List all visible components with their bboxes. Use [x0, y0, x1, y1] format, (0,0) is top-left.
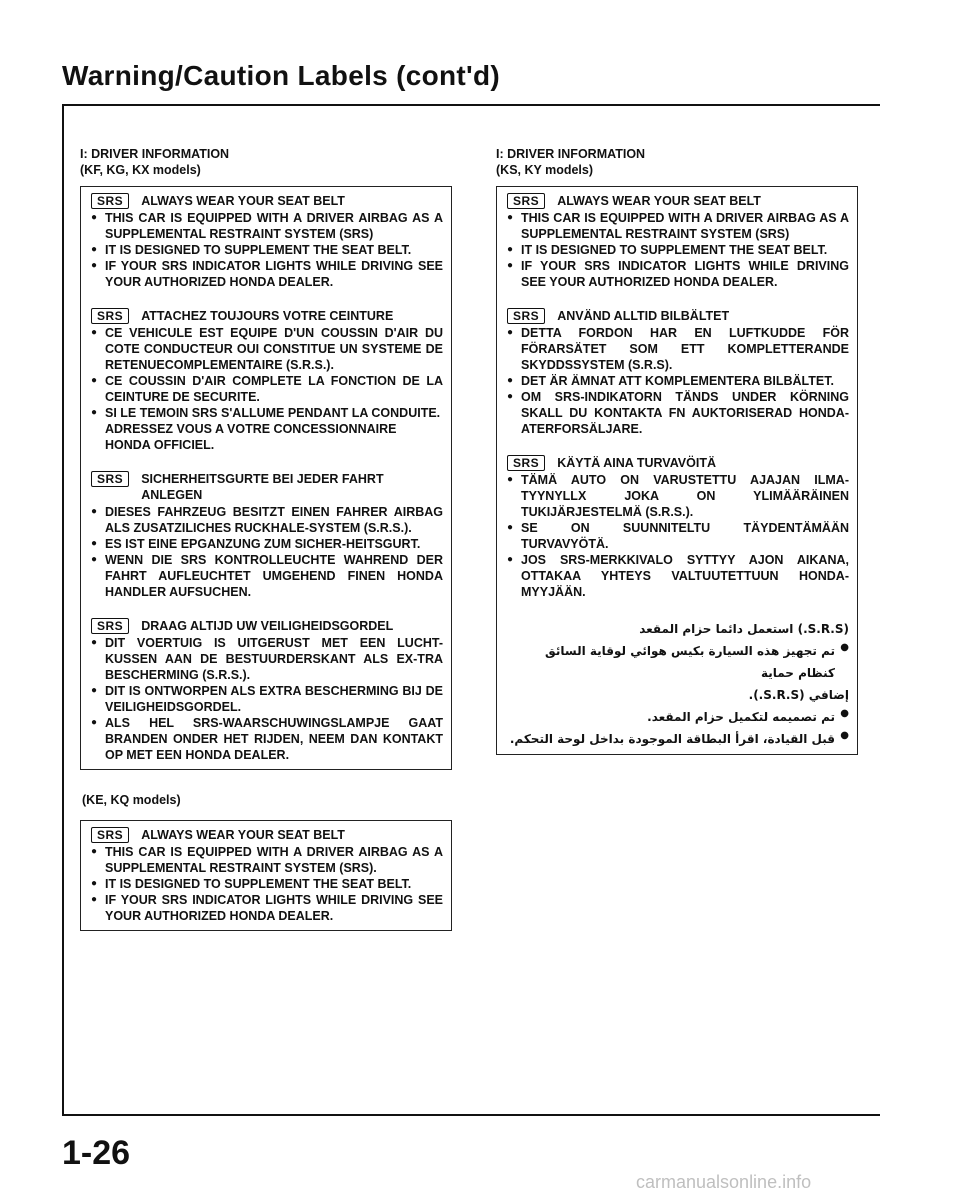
bullet-item [507, 325, 849, 373]
bullet-dot-icon: ● [91, 407, 98, 418]
bullet-item [91, 892, 443, 924]
bullet-text: THIS CAR IS EQUIPPED WITH A DRIVER AIRBAG AS A SUPPLEMENTAL RESTRAINT SYSTEM (SRS). [105, 845, 443, 875]
bullet-dot-icon: ● [507, 327, 514, 338]
bullet-dot-icon: ● [840, 642, 849, 653]
bullet-text: ES IST EINE EPGANZUNG ZUM SICHER-HEITSGURT. [105, 537, 421, 551]
label-section [91, 827, 443, 924]
bullet-dot-icon: ● [91, 846, 98, 857]
bullet-item [91, 552, 443, 600]
bullet-dot-icon: ● [91, 637, 98, 648]
section-title: SICHERHEITSGURTE BEI JEDER FAHRT ANLEGEN [141, 472, 384, 502]
section-title: ALWAYS WEAR YOUR SEAT BELT [141, 194, 345, 208]
bullet-text: SI LE TEMOIN SRS S'ALLUME PENDANT LA CONDUITE. [105, 406, 441, 420]
section-header [91, 618, 443, 634]
bullet-text: ALS HEL SRS-WAARSCHUWINGSLAMPJE GAAT BRANDEN ONDER HET RIJDEN, NEEM DAN KONTAKT OP MET EEN HONDA DEALER. [105, 716, 443, 762]
bullet-dot-icon: ● [507, 244, 514, 255]
right-column [496, 146, 858, 755]
srs-badge: SRS [91, 308, 129, 324]
srs-badge: SRS [91, 618, 129, 634]
section-header [91, 827, 443, 843]
bullet-item [507, 552, 849, 600]
left-models: (KF, KG, KX models) [80, 163, 201, 177]
bullet-text: IT IS DESIGNED TO SUPPLEMENT THE SEAT BELT. [105, 877, 412, 891]
arabic-bullet-text: تم تجهيز هذه السيارة بكيس هوائي لوقاية السائق كنظام حماية [545, 644, 835, 680]
left-heading: I: DRIVER INFORMATION [80, 147, 230, 161]
bullet-dot-icon: ● [91, 685, 98, 696]
section-header [91, 193, 443, 209]
bullet-item [507, 242, 849, 258]
bullet-text: IT IS DESIGNED TO SUPPLEMENT THE SEAT BELT. [105, 243, 412, 257]
bullet-text: IF YOUR SRS INDICATOR LIGHTS WHILE DRIVING SEE YOUR AUTHORIZED HONDA DEALER. [105, 259, 443, 289]
bullet-item [91, 373, 443, 405]
bullet-item [91, 876, 443, 892]
bullet-text: THIS CAR IS EQUIPPED WITH A DRIVER AIRBAG AS A SUPPLEMENTAL RESTRAINT SYSTEM (SRS) [521, 211, 849, 241]
arabic-bullet-item [507, 640, 849, 684]
bullet-item [91, 536, 443, 552]
arabic-bullet-text: قبل القيادة، اقرأ البطاقة الموجودة بداخل لوحة التحكم. [509, 732, 835, 746]
frame-left-rule [62, 106, 64, 1116]
bullet-text: TÄMÄ AUTO ON VARUSTETTU AJAJAN ILMA-TYYNYLLX JOKA ON YLIMÄÄRÄINEN TUKIJÄRJESTELMÄ (S.R.S.). [521, 473, 849, 519]
bottom-rule [62, 1114, 880, 1116]
bullet-dot-icon: ● [91, 260, 98, 271]
bullet-item [507, 520, 849, 552]
bullet-text: THIS CAR IS EQUIPPED WITH A DRIVER AIRBAG AS A SUPPLEMENTAL RESTRAINT SYSTEM (SRS) [105, 211, 443, 241]
bullet-item [507, 373, 849, 389]
bullet-dot-icon: ● [91, 878, 98, 889]
bullet-text: DIT IS ONTWORPEN ALS EXTRA BESCHERMING BIJ DE VEILIGHEIDSGORDEL. [105, 684, 443, 714]
arabic-line2: إضافي (S.R.S.). [748, 688, 849, 702]
arabic-bullet-item [507, 706, 849, 728]
label-section [507, 193, 849, 290]
bullet-dot-icon: ● [91, 212, 98, 223]
bullet-dot-icon: ● [91, 554, 98, 565]
watermark: carmanualsonline.info [636, 1172, 812, 1192]
section-title: ALWAYS WEAR YOUR SEAT BELT [141, 828, 345, 842]
label-section [507, 308, 849, 437]
bullet-dot-icon: ● [91, 538, 98, 549]
right-models: (KS, KY models) [496, 163, 594, 177]
section-extra-text: ADRESSEZ VOUS A VOTRE CONCESSIONNAIRE HONDA OFFICIEL. [105, 422, 397, 452]
section-header [507, 193, 849, 209]
bullet-dot-icon: ● [507, 260, 514, 271]
bullet-item [91, 242, 443, 258]
srs-badge: SRS [91, 471, 129, 487]
srs-badge: SRS [507, 193, 545, 209]
section-title: ANVÄND ALLTID BILBÄLTET [557, 309, 730, 323]
bullet-text: CE VEHICULE EST EQUIPE D'UN COUSSIN D'AIR DU COTE CONDUCTEUR OUI CONSTITUE UN SYSTEME DE RETENUECOMPLEMENTAIRE (S.R.S.). [105, 326, 443, 372]
bullet-text: DET ÄR ÄMNAT ATT KOMPLEMENTERA BILBÄLTET. [521, 374, 834, 388]
section-title: KÄYTÄ AINA TURVAVÖITÄ [557, 456, 716, 470]
bullet-text: IF YOUR SRS INDICATOR LIGHTS WHILE DRIVING SEE YOUR AUTHORIZED HONDA DEALER. [521, 259, 849, 289]
page-title: Warning/Caution Labels (cont'd) [62, 60, 501, 91]
bullet-dot-icon: ● [91, 375, 98, 386]
bullet-dot-icon: ● [507, 391, 514, 402]
arabic-bullet-text: تم تصميمه لتكميل حزام المقعد. [647, 710, 835, 724]
bullet-item [507, 210, 849, 242]
section-title: DRAAG ALTIJD UW VEILIGHEIDSGORDEL [141, 619, 394, 633]
srs-badge: SRS [507, 308, 545, 324]
right-heading: I: DRIVER INFORMATION [496, 147, 646, 161]
bullet-dot-icon: ● [91, 244, 98, 255]
bullet-text: SE ON SUUNNITELTU TÄYDENTÄMÄÄN TURVAVYÖTÄ. [521, 521, 849, 551]
bullet-item [507, 258, 849, 290]
bullet-item [91, 715, 443, 763]
section-header [507, 308, 849, 324]
bullet-text: DIT VOERTUIG IS UITGERUST MET EEN LUCHT-KUSSEN AAN DE BESTUURDERSKANT ALS EX-TRA BESCHERMING (S.R.S.). [105, 636, 443, 682]
left-sub-models: (KE, KQ models) [82, 793, 181, 807]
right-label-box [496, 186, 858, 755]
section-title: ATTACHEZ TOUJOURS VOTRE CEINTURE [141, 309, 394, 323]
bullet-text: OM SRS-INDIKATORN TÄNDS UNDER KÖRNING SKALL DU KONTAKTA FN AUKTORISERAD HONDA-ATERFORSÄLJARE. [521, 390, 849, 436]
bullet-dot-icon: ● [507, 554, 514, 565]
bullet-text: IT IS DESIGNED TO SUPPLEMENT THE SEAT BELT. [521, 243, 828, 257]
srs-badge: SRS [91, 827, 129, 843]
bullet-dot-icon: ● [840, 708, 849, 719]
bullet-text: WENN DIE SRS KONTROLLEUCHTE WAHREND DER FAHRT AUFLEUCHTET UMGEHEND FINEN HONDA HANDLER AUFSUCHEN. [105, 553, 443, 599]
bullet-dot-icon: ● [507, 212, 514, 223]
label-section [91, 618, 443, 763]
section-header [507, 455, 849, 471]
left-label-box [80, 186, 452, 770]
bullet-item [91, 210, 443, 242]
bullet-item [91, 258, 443, 290]
bullet-item [507, 389, 849, 437]
left-sub-label-box [80, 820, 452, 931]
bullet-dot-icon: ● [91, 506, 98, 517]
arabic-bullet-item [507, 728, 849, 750]
bullet-dot-icon: ● [91, 327, 98, 338]
bullet-text: IF YOUR SRS INDICATOR LIGHTS WHILE DRIVING SEE YOUR AUTHORIZED HONDA DEALER. [105, 893, 443, 923]
bullet-item [91, 405, 443, 421]
bullet-item [91, 844, 443, 876]
label-section [91, 308, 443, 453]
bullet-text: JOS SRS-MERKKIVALO SYTTYY AJON AIKANA, OTTAKAA YHTEYS VALTUUTETTUUN HONDA-MYYJÄÄN. [521, 553, 849, 599]
section-title: ALWAYS WEAR YOUR SEAT BELT [557, 194, 761, 208]
bullet-item [91, 635, 443, 683]
bullet-text: DETTA FORDON HAR EN LUFTKUDDE FÖR FÖRARSÄTET SOM ETT KOMPLETTERANDE SKYDDSSYSTEM (S.R.S). [521, 326, 849, 372]
label-section [507, 455, 849, 600]
bullet-text: DIESES FAHRZEUG BESITZT EINEN FAHRER AIRBAG ALS ZUSATZILICHES RUCKHALE-SYSTEM (S.R.S.). [105, 505, 443, 535]
left-column [80, 146, 452, 931]
bullet-item [91, 504, 443, 536]
bullet-dot-icon: ● [507, 375, 514, 386]
srs-badge: SRS [507, 455, 545, 471]
bullet-text: CE COUSSIN D'AIR COMPLETE LA FONCTION DE LA CEINTURE DE SECURITE. [105, 374, 443, 404]
section-header [91, 471, 443, 503]
srs-badge: SRS [91, 193, 129, 209]
bullet-dot-icon: ● [840, 730, 849, 741]
bullet-item [91, 683, 443, 715]
bullet-item [507, 472, 849, 520]
label-section [91, 471, 443, 600]
label-section [91, 193, 443, 290]
page-number: 1-26 [62, 1134, 131, 1172]
section-header [91, 308, 443, 324]
bullet-item [91, 325, 443, 373]
arabic-section [507, 618, 849, 750]
bullet-dot-icon: ● [507, 522, 514, 533]
bullet-dot-icon: ● [91, 717, 98, 728]
title-rule [62, 104, 880, 106]
bullet-dot-icon: ● [91, 894, 98, 905]
bullet-dot-icon: ● [507, 474, 514, 485]
arabic-title: (S.R.S.) استعمل دائما حزام المقعد [639, 622, 849, 636]
